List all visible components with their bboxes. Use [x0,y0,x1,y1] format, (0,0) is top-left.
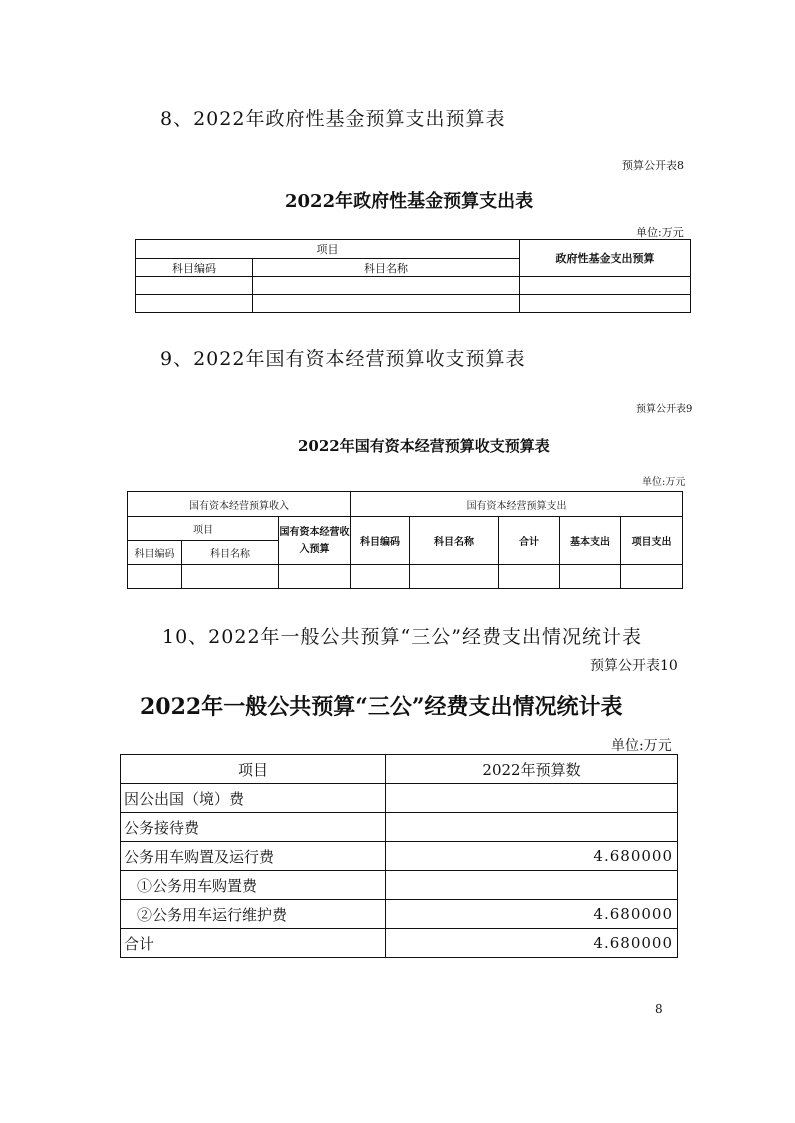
row-value: 4.680000 [386,900,678,929]
table-row [121,871,678,900]
section10-heading: 10、2022年一般公共预算“三公”经费支出情况统计表 [162,626,642,648]
row-label: ②公务用车运行维护费 [121,900,386,929]
row-label: 合计 [121,929,386,958]
table-row [121,842,678,871]
section8-title: 2022年政府性基金预算支出表 [285,191,534,212]
s9-header-project: 项目支出 [621,517,683,565]
row-label: 公务用车购置及运行费 [121,842,386,871]
table-row [121,784,678,813]
s9-header-expense-group: 国有资本经营预算支出 [351,492,683,517]
section9-unit: 单位:万元 [642,477,686,488]
table-row [121,813,678,842]
row-value: 4.680000 [386,842,678,871]
table-row [136,295,691,313]
s10-header-budget: 2022年预算数 [386,755,678,784]
s9-header-income-group: 国有资本经营预算收入 [128,492,351,517]
row-value [386,871,678,900]
s9-header-name-left: 科目名称 [182,541,279,565]
s8-header-item: 项目 [136,240,520,259]
section9-heading: 9、2022年国有资本经营预算收支预算表 [160,348,526,370]
s9-header-name: 科目名称 [410,517,499,565]
table-row [136,277,691,295]
section8-form-no: 预算公开表8 [622,159,684,172]
s10-header-item: 项目 [121,755,386,784]
table-row [121,900,678,929]
s8-header-budget: 政府性基金支出预算 [520,240,691,277]
section8-heading: 8、2022年政府性基金预算支出预算表 [160,108,506,130]
s8-header-name: 科目名称 [253,259,520,277]
s9-header-item: 项目 [128,517,279,541]
s9-header-code: 科目编码 [351,517,410,565]
section10-form-no: 预算公开表10 [590,658,678,674]
s9-header-total: 合计 [499,517,560,565]
row-label: 公务接待费 [121,813,386,842]
section9-title: 2022年国有资本经营预算收支预算表 [298,437,550,455]
section9-form-no: 预算公开表9 [636,404,693,415]
s9-header-income-budget: 国有资本经营收入预算 [279,517,351,565]
s8-header-code: 科目编码 [136,259,253,277]
section9-table [127,491,683,589]
section10-unit: 单位:万元 [611,738,672,754]
table-row [128,565,683,589]
row-value: 4.680000 [386,929,678,958]
page-number: 8 [655,1002,663,1016]
section8-table [135,239,691,313]
section10-table [120,754,678,958]
row-value [386,784,678,813]
row-label: ①公务用车购置费 [121,871,386,900]
section10-title: 2022年一般公共预算“三公”经费支出情况统计表 [140,694,623,720]
row-value [386,813,678,842]
s9-header-code-left: 科目编码 [128,541,182,565]
section8-unit: 单位:万元 [636,226,684,239]
table-row [121,929,678,958]
row-label: 因公出国（境）费 [121,784,386,813]
s9-header-basic: 基本支出 [560,517,621,565]
